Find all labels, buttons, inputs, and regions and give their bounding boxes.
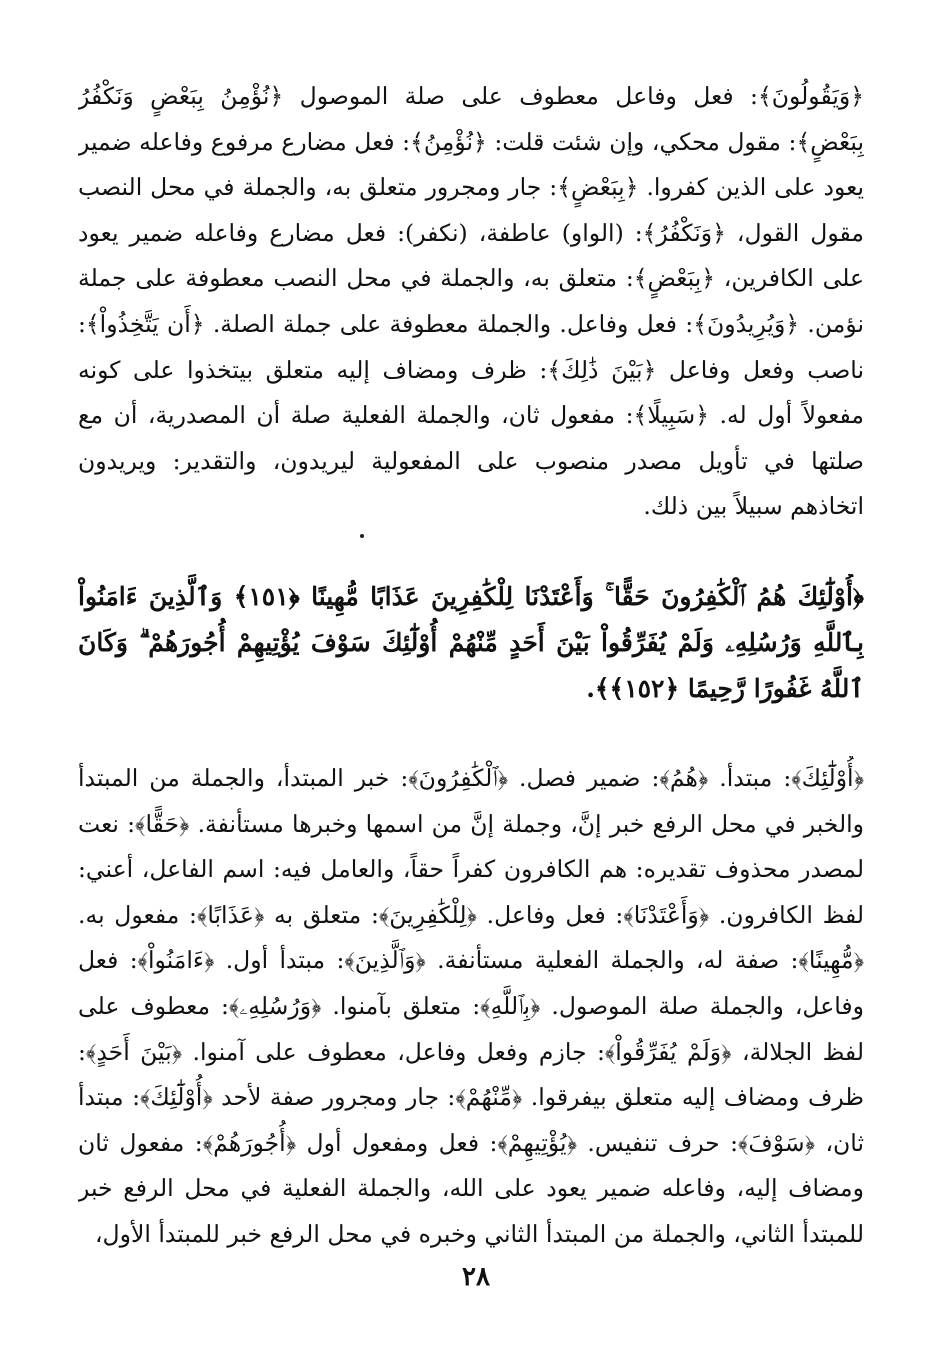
page-content xyxy=(78,74,864,1304)
page-number: ٢٨ xyxy=(462,1262,490,1292)
commentary-paragraph-2: ﴿أُوْلَٰٓئِكَ﴾: مبتدأ. ﴿هُمُ﴾: ضمير فصل. ﴿ٱلْكَٰفِرُونَ﴾: خبر المبتدأ، والجملة من المبتدأ والخبر في محل الرفع خبر إنَّ، وجملة إنَّ من اسمها وخبرها مستأنفة. ﴿حَقًّا﴾: نعت لمصدر محذوف تقديره: هم الكافرون كفراً حقاً، والعامل فيه: اسم الفاعل، أعني: لفظ الكافرون. ﴿وَأَعْتَدْنَا﴾: فعل وفاعل. ﴿لِلْكَٰفِرِينَ﴾: متعلق به ﴿عَذَابًا﴾: مفعول به. ﴿مُّهِينًا﴾: صفة له، والجملة الفعلية مستأنفة. ﴿وَٱلَّذِينَ﴾: مبتدأ أول. ﴿ءَامَنُواْ﴾: فعل وفاعل، والجملة صلة الموصول. ﴿بِٱللَّهِ﴾: متعلق بآمنوا. ﴿وَرُسُلِهِۦ﴾: معطوف على لفظ الجلالة، ﴿وَلَمْ يُفَرِّقُواْ﴾: جازم وفعل وفاعل، معطوف على آمنوا. ﴿بَيْنَ أَحَدٍ﴾: ظرف ومضاف إليه متعلق بيفرقوا. ﴿مِّنْهُمْ﴾: جار ومجرور صفة لأحد ﴿أُوْلَٰٓئِكَ﴾: مبتدأ ثان، ﴿سَوْفَ﴾: حرف تنفيس. ﴿يُؤْتِيهِمْ﴾: فعل ومفعول أول ﴿أُجُورَهُمْ﴾: مفعول ثان ومضاف إليه، وفاعله ضمير يعود على الله، والجملة الفعلية في محل الرفع خبر للمبتدأ الثاني، والجملة من المبتدأ الثاني وخبره في محل الرفع خبر للمبتدأ الأول، xyxy=(78,764,864,1248)
spacer xyxy=(78,712,864,756)
commentary-paragraph-1: ﴿وَيَقُولُونَ﴾: فعل وفاعل معطوف على صلة الموصول ﴿نُؤْمِنُ بِبَعْضٍ وَنَكْفُرُ بِبَعْضٍ﴾: مقول محكي، وإن شئت قلت: ﴿نُؤْمِنُ﴾: فعل مضارع مرفوع وفاعله ضمير يعود على الذين كفروا. ﴿بِبَعْضٍ﴾: جار ومجرور متعلق به، والجملة في محل النصب مقول القول، ﴿وَنَكْفُرُ﴾: (الواو) عاطفة، (نكفر): فعل مضارع وفاعله ضمير يعود على الكافرين، ﴿بِبَعْضٍ﴾: متعلق به، والجملة في محل النصب معطوفة على جملة نؤمن. ﴿وَيُرِيدُونَ﴾: فعل وفاعل. والجملة معطوفة على جملة الصلة. ﴿أَن يَتَّخِذُواْ﴾: ناصب وفعل وفاعل ﴿بَيْنَ ذَٰلِكَ﴾: ظرف ومضاف إليه متعلق بيتخذوا على كونه مفعولاً أول له. ﴿سَبِيلًا﴾: مفعول ثان، والجملة الفعلية صلة أن المصدرية، أن مع صلتها في تأويل مصدر منصوب على المفعولية ليريدون، والتقدير: ويريدون اتخاذهم سبيلاً بين ذلك. xyxy=(78,82,864,521)
separator-dot xyxy=(78,530,864,574)
quran-verse: ﴿أُوْلَٰٓئِكَ هُمُ ٱلْكَٰفِرُونَ حَقًّا ۚ وَأَعْتَدْنَا لِلْكَٰفِرِينَ عَذَابًا مُّهِينًا ﴿١٥١﴾ وَٱلَّذِينَ ءَامَنُواْ بِٱللَّهِ وَرُسُلِهِۦ وَلَمْ يُفَرِّقُواْ بَيْنَ أَحَدٍ مِّنْهُمْ أُوْلَٰٓئِكَ سَوْفَ يُؤْتِيهِمْ أُجُورَهُمْ ۗ وَكَانَ ٱللَّهُ غَفُورًا رَّحِيمًا ﴿١٥٢﴾﴾. xyxy=(78,582,864,703)
